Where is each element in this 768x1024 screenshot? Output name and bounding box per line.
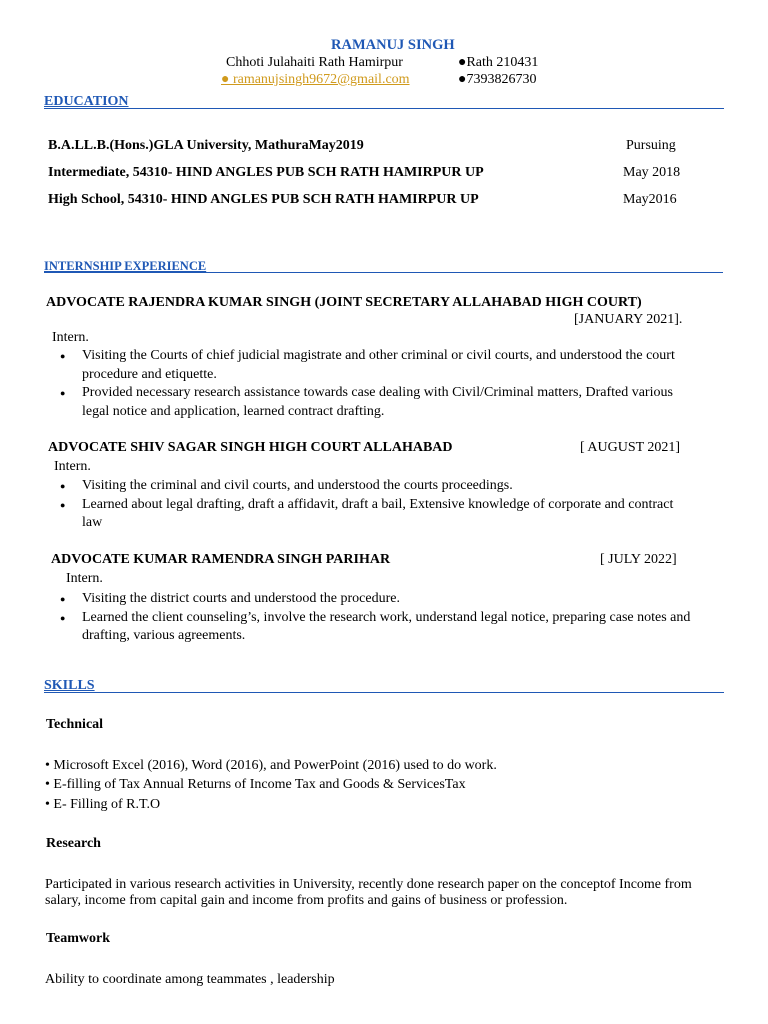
teamwork-text: Ability to coordinate among teammates , leadership xyxy=(45,972,335,987)
list-item: ● Learned the client counseling’s, involve the research work, understand legal notice, preparing case notes and drafting, various agreements. xyxy=(48,609,693,646)
job-bullets xyxy=(48,347,693,421)
email-link[interactable]: ● ramanujsingh9672@gmail.com xyxy=(221,72,410,87)
job-role: Intern. xyxy=(52,330,89,345)
internship-rule xyxy=(44,272,723,273)
education-degree: High School, 54310- HIND ANGLES PUB SCH RATH HAMIRPUR UP xyxy=(48,192,479,207)
technical-heading: Technical xyxy=(46,717,104,732)
technical-line: • Microsoft Excel (2016), Word (2016), and PowerPoint (2016) used to do work. xyxy=(45,758,497,773)
education-heading: EDUCATION xyxy=(44,94,129,109)
job-bullets xyxy=(48,590,693,646)
candidate-name: RAMANUJ SINGH xyxy=(331,37,455,53)
teamwork-heading: Teamwork xyxy=(46,931,111,946)
research-heading: Research xyxy=(46,836,101,851)
job-date: [ JULY 2022] xyxy=(600,552,677,567)
job-date: [JANUARY 2021]. xyxy=(574,312,683,327)
education-degree: Intermediate, 54310- HIND ANGLES PUB SCH RATH HAMIRPUR UP xyxy=(48,165,484,180)
job-date: [ AUGUST 2021] xyxy=(580,440,681,455)
technical-line: • E- Filling of R.T.O xyxy=(45,797,161,812)
list-item: ● Visiting the district courts and understood the procedure. xyxy=(48,590,693,609)
job-title: ADVOCATE RAJENDRA KUMAR SINGH (JOINT SECRETARY ALLAHABAD HIGH COURT) xyxy=(46,295,642,310)
list-item: ● Provided necessary research assistance towards case dealing with Civil/Criminal matters, Drafted various legal notice and application, learned contract drafting. xyxy=(48,384,693,421)
education-rule xyxy=(44,108,724,109)
job-bullets xyxy=(48,477,693,533)
list-item: ● Visiting the Courts of chief judicial magistrate and other criminal or civil courts, and understood the court procedure and etiquette. xyxy=(48,347,693,384)
city-pin: ●Rath 210431 xyxy=(458,55,539,70)
phone-number: ●7393826730 xyxy=(458,72,537,87)
job-title: ADVOCATE KUMAR RAMENDRA SINGH PARIHAR xyxy=(51,552,391,567)
skills-rule xyxy=(44,692,724,693)
education-date: May2016 xyxy=(623,192,677,207)
address: Chhoti Julahaiti Rath Hamirpur xyxy=(226,55,403,70)
education-date: May 2018 xyxy=(623,165,681,180)
education-date: Pursuing xyxy=(626,138,676,153)
list-item: ● Learned about legal drafting, draft a affidavit, draft a bail, Extensive knowledge of corporate and contract law xyxy=(48,496,693,533)
job-role: Intern. xyxy=(66,571,103,586)
research-text: Participated in various research activities in University, recently done research paper on the conceptof Income from salary, income from capital gain and income from profits and gains of business or profession. xyxy=(45,877,692,908)
education-degree: B.A.LL.B.(Hons.)GLA University, MathuraMay2019 xyxy=(48,138,364,153)
internship-heading: INTERNSHIP EXPERIENCE xyxy=(44,259,207,273)
skills-heading: SKILLS xyxy=(44,678,95,693)
job-title: ADVOCATE SHIV SAGAR SINGH HIGH COURT ALLAHABAD xyxy=(48,440,453,455)
list-item: ● Visiting the criminal and civil courts, and understood the courts proceedings. xyxy=(48,477,693,496)
job-role: Intern. xyxy=(54,459,91,474)
technical-line: • E-filling of Tax Annual Returns of Income Tax and Goods & ServicesTax xyxy=(45,777,466,792)
